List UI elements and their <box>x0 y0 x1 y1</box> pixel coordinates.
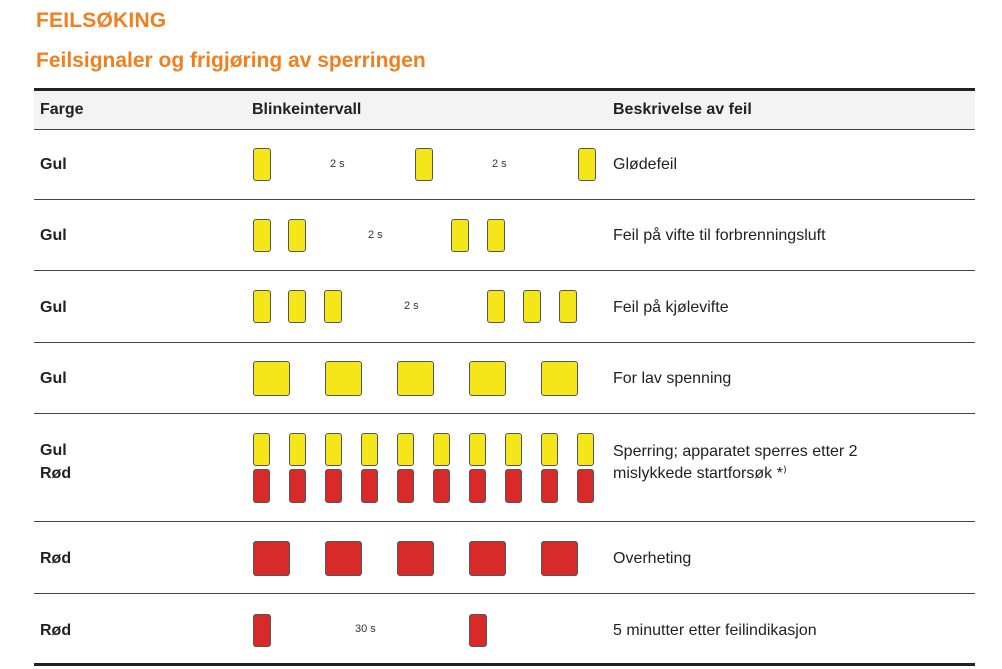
blink-lamp-red <box>397 541 434 576</box>
table-row <box>34 199 975 271</box>
blink-lamp-yellow <box>361 433 378 466</box>
blink-lamp-yellow <box>451 219 469 252</box>
page-subtitle: Feilsignaler og frigjøring av sperringen <box>36 49 426 72</box>
row-color: Gul <box>40 299 67 316</box>
table-row <box>34 521 975 594</box>
blink-lamp-red <box>469 469 486 503</box>
blink-lamp-yellow <box>397 361 434 396</box>
row-color: Rød <box>40 622 72 639</box>
row-color: Gul <box>40 156 67 173</box>
blink-lamp-red <box>469 541 506 576</box>
blink-lamp-red <box>325 469 342 503</box>
blink-lamp-yellow <box>523 290 541 323</box>
blink-lamp-red <box>541 469 558 503</box>
row-description: Feil på kjølevifte <box>613 299 729 316</box>
row-color: Gul <box>40 227 67 244</box>
blink-lamp-yellow <box>577 433 594 466</box>
header-color: Farge <box>40 101 84 118</box>
blink-lamp-yellow <box>415 148 433 181</box>
table-row <box>34 593 975 665</box>
row-description: For lav spenning <box>613 370 732 387</box>
interval-label: 30 s <box>355 623 376 635</box>
blink-lamp-red <box>469 614 487 647</box>
blink-lamp-yellow <box>288 219 306 252</box>
blink-lamp-yellow <box>487 290 505 323</box>
blink-lamp-red <box>397 469 414 503</box>
blink-lamp-yellow <box>324 290 342 323</box>
interval-label: 2 s <box>492 158 507 170</box>
blink-lamp-yellow <box>559 290 577 323</box>
blink-lamp-yellow <box>433 433 450 466</box>
table-bottom-rule <box>34 663 975 666</box>
blink-lamp-yellow <box>505 433 522 466</box>
header-interval: Blinkeintervall <box>252 101 362 118</box>
row-description: mislykkede startforsøk *⁾ <box>613 465 787 482</box>
blink-lamp-red <box>433 469 450 503</box>
interval-label: 2 s <box>404 300 419 312</box>
row-color: Rød <box>40 465 72 482</box>
blink-lamp-yellow <box>469 361 506 396</box>
blink-lamp-yellow <box>469 433 486 466</box>
blink-lamp-yellow <box>578 148 596 181</box>
page-title: FEILSØKING <box>36 9 167 32</box>
blink-lamp-yellow <box>253 433 270 466</box>
row-color: Gul <box>40 370 67 387</box>
table-row <box>34 270 975 343</box>
interval-label: 2 s <box>368 229 383 241</box>
row-description: Glødefeil <box>613 156 678 173</box>
blink-lamp-yellow <box>325 433 342 466</box>
blink-lamp-yellow <box>253 361 290 396</box>
blink-lamp-yellow <box>541 433 558 466</box>
blink-lamp-red <box>253 614 271 647</box>
header-description: Beskrivelse av feil <box>613 101 752 118</box>
blink-lamp-yellow <box>288 290 306 323</box>
blink-lamp-red <box>577 469 594 503</box>
blink-lamp-yellow <box>397 433 414 466</box>
table-row <box>34 342 975 414</box>
row-color: Gul <box>40 442 67 459</box>
table-header <box>34 91 975 129</box>
blink-lamp-red <box>325 541 362 576</box>
row-color: Rød <box>40 550 72 567</box>
table-row <box>34 129 975 200</box>
blink-lamp-yellow <box>325 361 362 396</box>
blink-lamp-yellow <box>541 361 578 396</box>
blink-lamp-red <box>541 541 578 576</box>
blink-lamp-red <box>289 469 306 503</box>
row-description: Sperring; apparatet sperres etter 2 <box>613 443 858 460</box>
blink-lamp-yellow <box>253 148 271 181</box>
interval-label: 2 s <box>330 158 345 170</box>
table-row <box>34 413 975 522</box>
blink-lamp-red <box>361 469 378 503</box>
blink-lamp-yellow <box>487 219 505 252</box>
row-description: Feil på vifte til forbrenningsluft <box>613 227 826 244</box>
blink-lamp-red <box>505 469 522 503</box>
blink-lamp-yellow <box>253 219 271 252</box>
blink-lamp-red <box>253 541 290 576</box>
blink-lamp-yellow <box>253 290 271 323</box>
blink-lamp-yellow <box>289 433 306 466</box>
row-description: Overheting <box>613 550 692 567</box>
row-description: 5 minutter etter feilindikasjon <box>613 622 817 639</box>
blink-lamp-red <box>253 469 270 503</box>
